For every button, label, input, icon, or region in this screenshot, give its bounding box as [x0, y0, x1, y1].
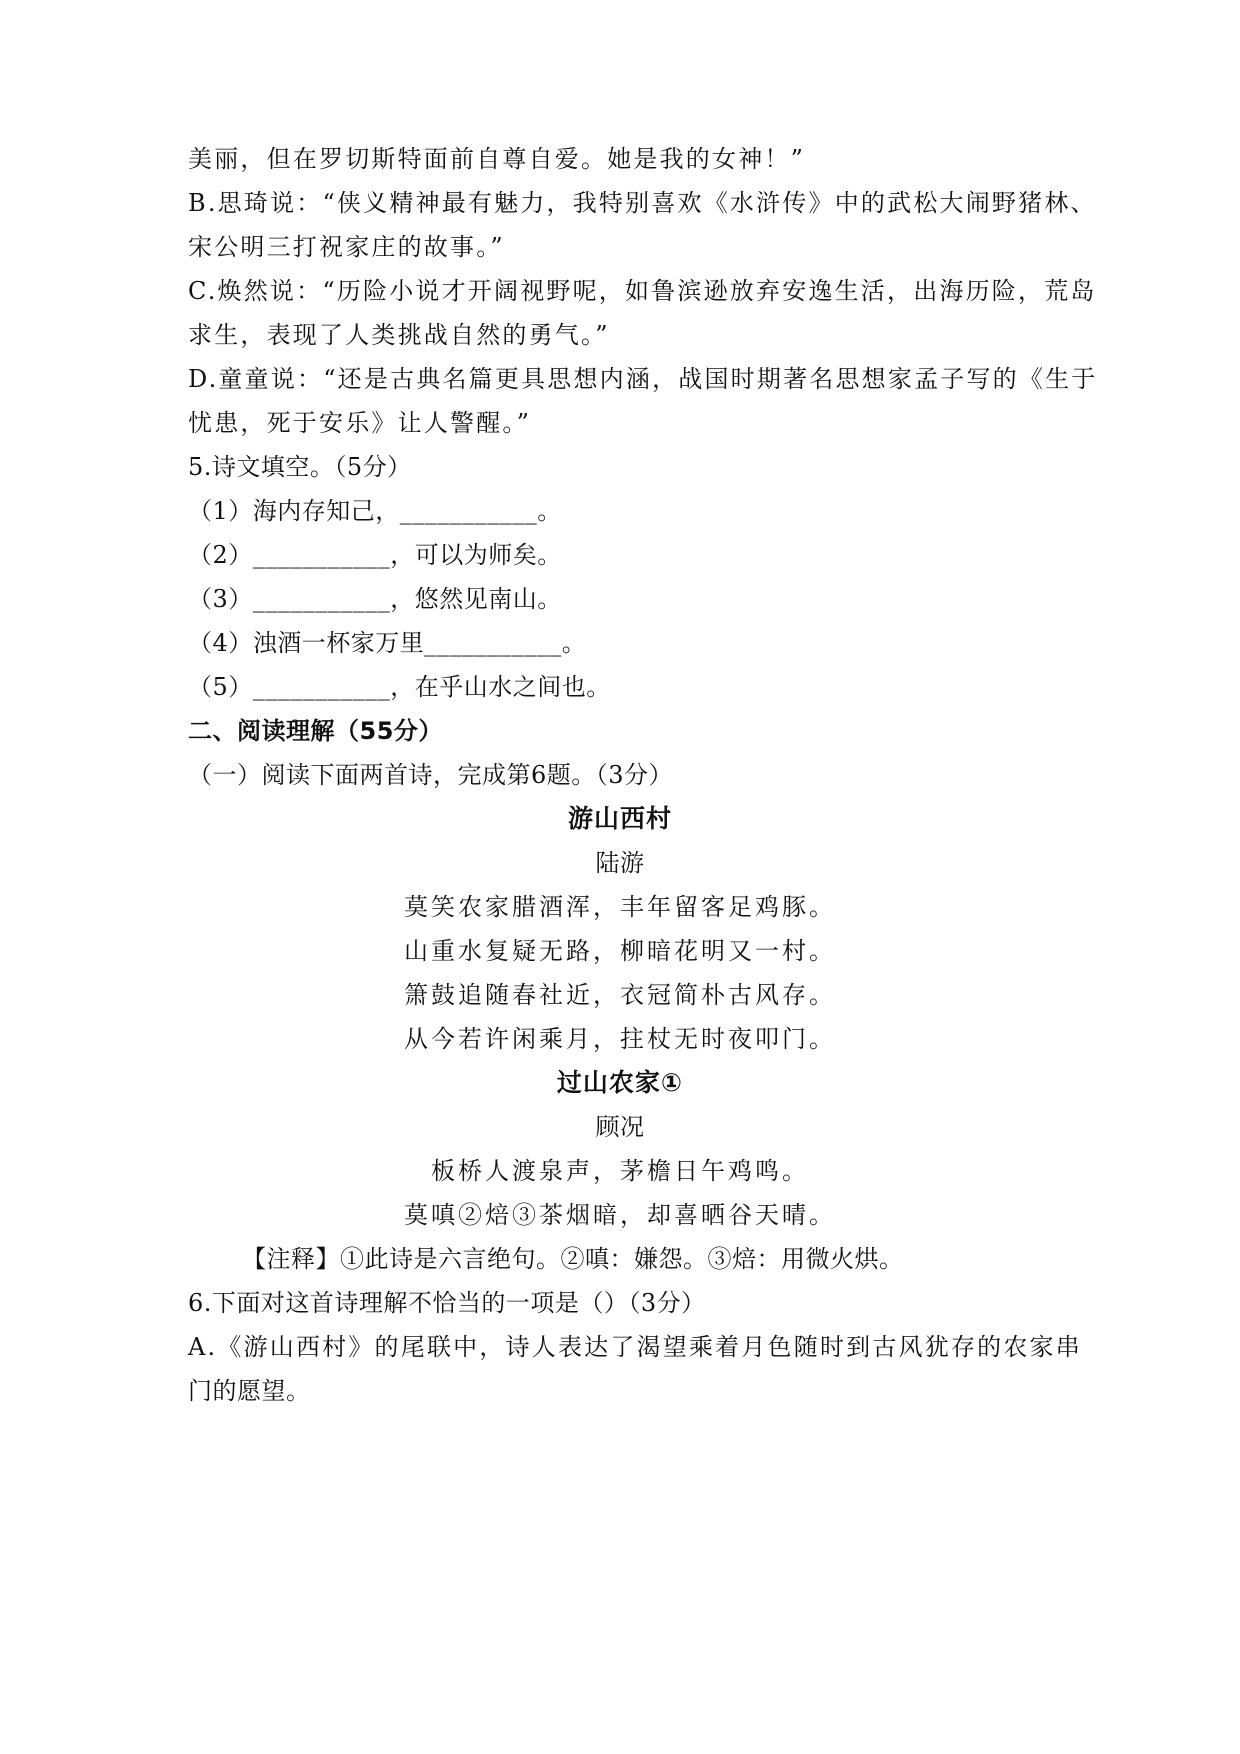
- poem-1-author: 陆游: [595, 849, 645, 877]
- option-c: C.焕然说：“历险小说才开阔视野呢，如鲁滨逊放弃安逸生活，出海历险，荒岛: [188, 277, 1097, 305]
- option-c-continuation: 求生，表现了人类挑战自然的勇气。”: [188, 321, 610, 349]
- poem-2-line: 莫嗔②焙③茶烟暗，却喜晒谷天晴。: [404, 1201, 836, 1229]
- subsection-heading: （一）阅读下面两首诗，完成第6题。（3分）: [188, 761, 674, 789]
- poem-1-line: 莫笑农家腊酒浑，丰年留客足鸡豚。: [404, 893, 836, 921]
- question-5-item-2: （2）___________，可以为师矣。: [188, 541, 562, 569]
- annotation-note: 【注释】①此诗是六言绝句。②嗔：嫌怨。③焙：用微火烘。: [242, 1245, 904, 1273]
- option-a-continuation: 美丽，但在罗切斯特面前自尊自爱。她是我的女神！”: [188, 145, 806, 173]
- question-6-option-a: A.《游山西村》的尾联中，诗人表达了渴望乘着月色随时到古风犹存的农家串: [188, 1333, 1082, 1361]
- question-5-item-4: （4）浊酒一杯家万里___________。: [188, 629, 587, 657]
- poem-1-title: 游山西村: [567, 804, 672, 833]
- poem-1-line: 山重水复疑无路，柳暗花明又一村。: [404, 937, 836, 965]
- option-b: B.思琦说：“侠义精神最有魅力，我特别喜欢《水浒传》中的武松大闹野猪林、: [188, 189, 1097, 217]
- poem-1-line: 从今若许闲乘月，拄杖无时夜叩门。: [404, 1025, 836, 1053]
- question-5-item-1: （1）海内存知己，___________。: [188, 497, 562, 525]
- poem-2-line: 板桥人渡泉声，茅檐日午鸡鸣。: [431, 1157, 809, 1185]
- question-5: 5.诗文填空。（5分）: [188, 453, 412, 481]
- question-6: 6.下面对这首诗理解不恰当的一项是（）（3分）: [188, 1289, 706, 1317]
- poem-2-author: 顾况: [595, 1113, 645, 1141]
- poem-2-title: 过山农家①: [556, 1068, 684, 1097]
- poem-1-line: 箫鼓追随春社近，衣冠简朴古风存。: [404, 981, 836, 1009]
- section-heading: 二、阅读理解（55分）: [188, 717, 443, 745]
- question-6-option-a-continuation: 门的愿望。: [188, 1377, 311, 1405]
- option-d: D.童童说：“还是古典名篇更具思想内涵，战国时期著名思想家孟子写的《生于: [188, 365, 1098, 393]
- option-b-continuation: 宋公明三打祝家庄的故事。”: [188, 233, 505, 261]
- question-5-item-5: （5）___________，在乎山水之间也。: [188, 673, 611, 701]
- option-d-continuation: 忧患，死于安乐》让人警醒。”: [188, 409, 532, 437]
- question-5-item-3: （3）___________，悠然见南山。: [188, 585, 562, 613]
